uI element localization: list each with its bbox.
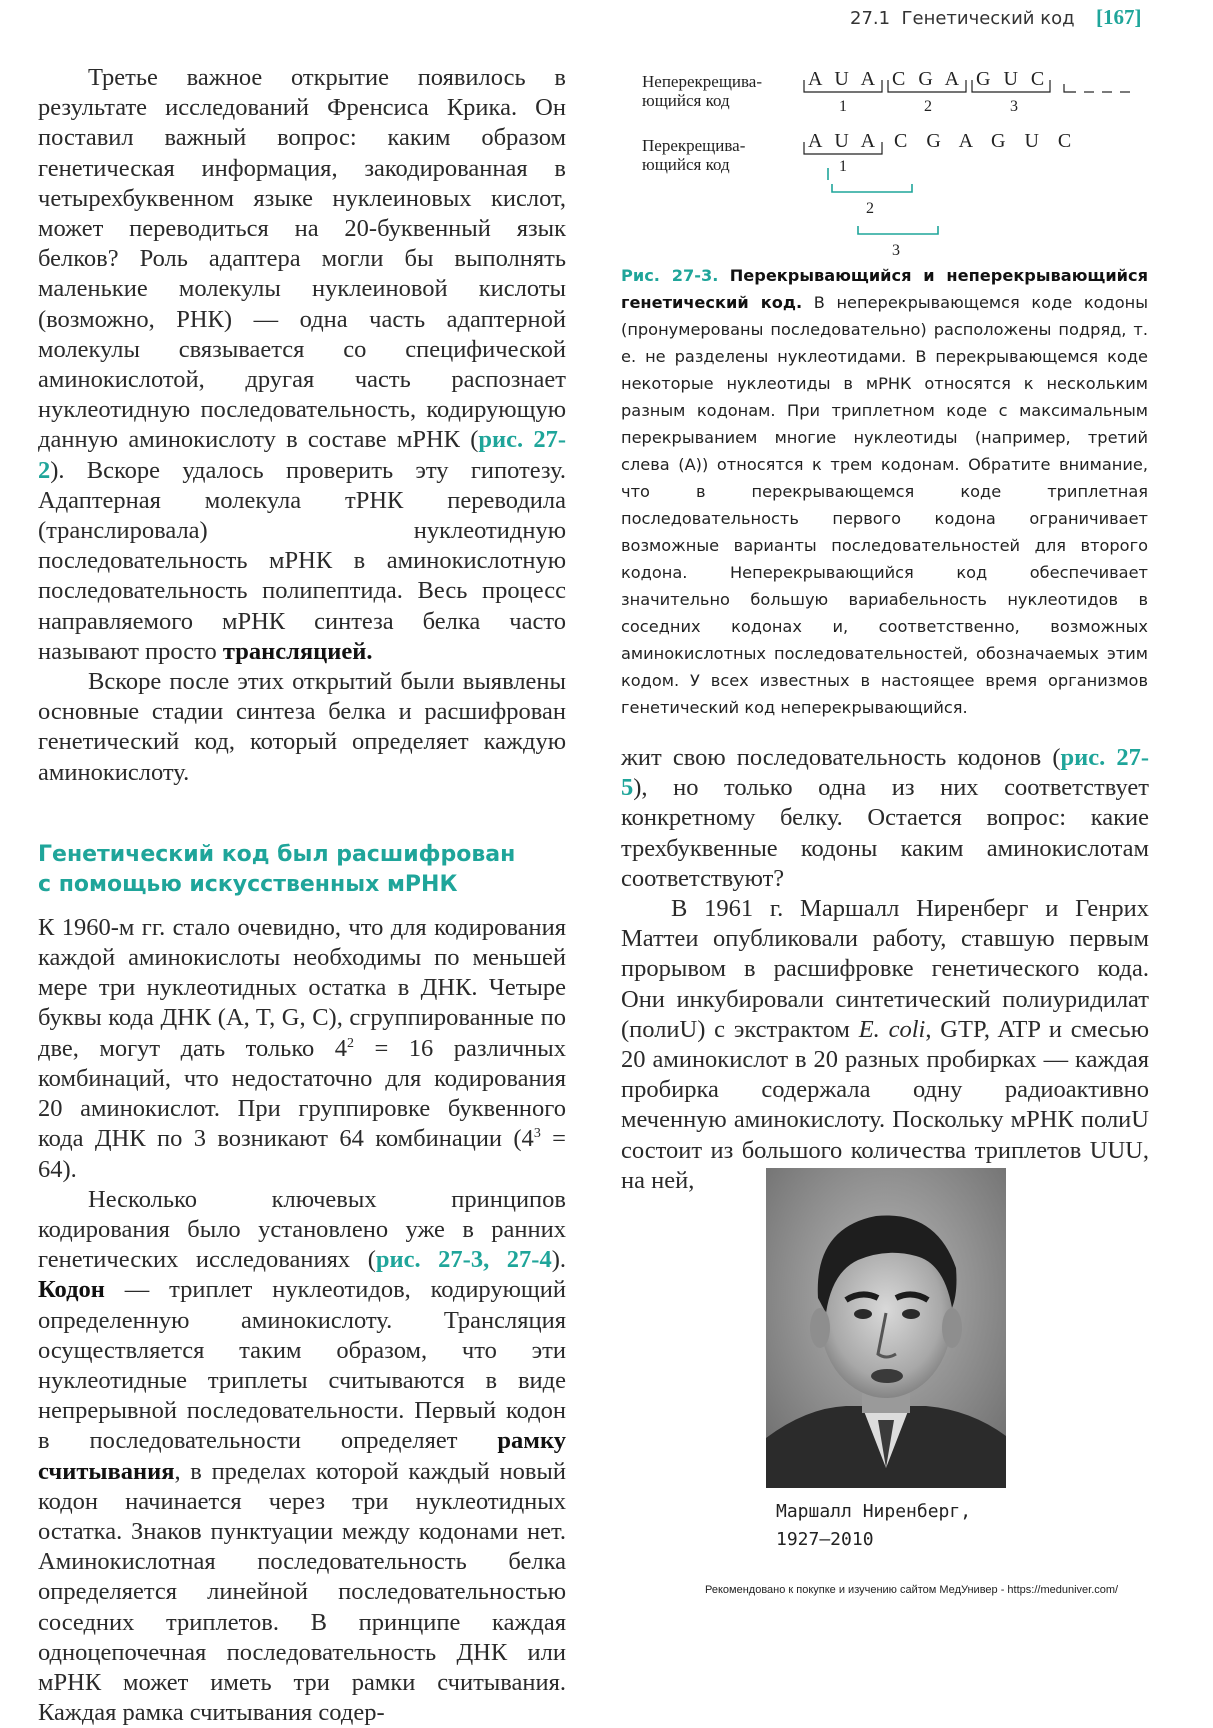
overlap-number-3: 3 — [892, 242, 900, 259]
paragraph: Вскоре после этих открытий были выявлены основные стадии синтеза белка и расшифрован генетический код, который определяет каждую аминокислоту. — [38, 668, 566, 786]
paragraph: Третье важное открытие появилось в результате исследований Френсиса Крика. Он поставил важный вопрос: каким образом генетическая информация, закодированная в четырехбуквенном языке нуклеиновых кислот, может переводиться на 20-буквенный язык белков? Роль адаптера могли бы выполнять маленькие молекулы нуклеиновой кислоты (возможно, РНК) — одна часть адаптерной молекулы связывается со специфической аминокислотой, другая часть распознает нуклеотидную последовательность, кодирующую данную аминокислоту в составе мРНК (рис. 27-2). Вскоре удалось проверить эту гипотезу. Адаптерная молекула тРНК переводила (транслировала) нуклеотидную последовательность мРНК в аминокислотную последовательность полипептида. Весь процесс направляемого мРНК синтеза белка часто называют просто трансляцией. — [38, 64, 566, 665]
left-column — [38, 63, 566, 1728]
figure-diagram — [600, 62, 1160, 262]
figure-link[interactable]: рис. 27-5 — [621, 744, 1149, 802]
overlap-frame-brackets — [828, 168, 938, 234]
paragraph: Несколько ключевых принципов кодирования было установлено уже в ранних генетических исследованиях (рис. 27-3, 27-4). Кодон — триплет нуклеотидов, кодирующий определенную аминокислоту. Трансляция осуществляется таким образом, что эти нуклеотидные триплеты считываются в виде непрерывной последовательности. Первый кодон в последовательности определяет рамку считывания, в пределах которой каждый новый кодон начинается через три нуклеотидных остатка. Знаков пунктуации между кодонами нет. Аминокислотная последовательность белка определяется линейной последовательностью соседних триплетов. В принципе каждая одноцепочечная последовательность ДНК или мРНК может иметь три рамки считывания. Каждая рамка считывания содер- — [38, 1185, 566, 1727]
caption-title: Перекрывающийся и неперекрывающийся генетический код. — [621, 266, 1148, 312]
portrait-years: 1927–2010 — [776, 1529, 874, 1550]
section-heading: Генетический код был расшифрован с помощью искусственных мРНК — [38, 841, 516, 897]
overlap-rest-sequence: C G A G U C — [894, 130, 1079, 152]
running-header-title: 27.1 Генетический код — [850, 8, 1075, 29]
codon-number-2: 2 — [924, 98, 932, 115]
overlap-number-1: 1 — [839, 158, 847, 175]
footer-watermark: Рекомендовано к покупке и изучению сайтом МедУнивер - https://meduniver.com/ — [705, 1584, 1119, 1596]
paragraph: жит свою последовательность кодонов (рис. 27-5), но только одна из них соответствует конкретному белку. Остается вопрос: какие трехбуквенные кодоны каким аминокислотам соответствуют? — [621, 744, 1149, 892]
portrait-photo — [766, 1168, 1006, 1488]
paragraph: К 1960-м гг. стало очевидно, что для кодирования каждой аминокислоты необходимы по меньшей мере три нуклеотидных остатка в ДНК. Четыре буквы кода ДНК (A, T, G, C), сгруппированные по две, могут дать только $4^2 = 16$ различных комбинаций, что недостаточно для кодирования 20 аминокислот. При группировке буквенного кода ДНК по 3 возникают 64 комбинации $(4^3 = 64)$. — [38, 913, 566, 1183]
caption-body: В неперекрывающемся коде кодоны (пронумерованы последовательно) расположены подряд, т. е. не разделены нуклеотидами. В перекрывающемся коде некоторые нуклеотиды в мРНК относятся к нескольким разным кодонам. При триплетном коде с максимальным перекрыванием многие нуклеотиды (например, третий слева (A)) относятся к трем кодонам. Обратите внимание, что в перекрывающемся коде триплетная последовательность первого кодона ограничивает возможные варианты последовательностей для второго кодона. Неперекрывающийся код обеспечивает значительно большую вариабельность нуклеотидов в соседних кодонах и, соответственно, возможных аминокислотных последовательностей, обозначаемых этим кодом. У всех известных в настоящее время организмов генетический код неперекрывающийся. — [621, 293, 1148, 717]
codon-diagram-svg — [600, 62, 1160, 262]
codon-1: A U A — [808, 68, 880, 90]
codon-number-3: 3 — [1010, 98, 1018, 115]
overlap-number-2: 2 — [866, 200, 874, 217]
codon-2: C G A — [892, 68, 964, 90]
figure-link[interactable]: рис. 27-2 — [38, 426, 566, 484]
portrait-name: Маршалл Ниренберг, — [776, 1501, 972, 1522]
label-overlapping-code: Перекрещива- ющийся код — [642, 136, 746, 174]
page-number: [167] — [1096, 5, 1142, 29]
portrait-caption — [776, 1498, 1076, 1554]
figure-number: Рис. 27-3. — [621, 266, 719, 285]
label-nonoverlapping-code: Неперекрещива- ющийся код — [642, 72, 763, 110]
figure-caption — [621, 262, 1148, 721]
paragraph: В 1961 г. Маршалл Ниренберг и Генрих Маттеи опубликовали работу, ставшую первым прорывом в расшифровке генетического кода. Они инкубировали синтетический полиуридилат (полиU) с экстрактом E. coli, GTP, ATP и смесью 20 аминокислот в 20 разных пробирках — каждая пробирка содержала одну радиоактивно меченную аминокислоту. Поскольку мРНК полиU состоит из большого количества триплетов UUU, на ней, — [621, 895, 1149, 1194]
codon-number-1: 1 — [839, 98, 847, 115]
portrait-drawing — [766, 1168, 1006, 1488]
figure-link[interactable]: рис. 27-3, 27-4 — [375, 1246, 552, 1274]
codon-3: G U C — [976, 68, 1049, 90]
right-column — [621, 743, 1149, 1196]
overlap-first-codon: A U A — [808, 130, 880, 152]
